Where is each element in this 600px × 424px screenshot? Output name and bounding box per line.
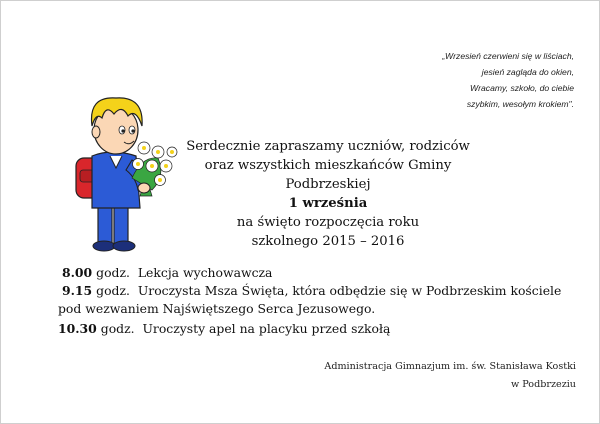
- invitation-line: oraz wszystkich mieszkańców Gminy Podbrzeskiej: [204, 158, 452, 192]
- schoolboy-illustration: [62, 86, 182, 256]
- schedule-time: 10.30: [58, 321, 97, 336]
- signature-line: Administracja Gimnazjum im. św. Stanisława Kostki: [324, 361, 576, 372]
- schedule-text: Uroczysty apel na placyku przed szkołą: [142, 321, 391, 336]
- poem-line: jesień zagląda do okien,: [481, 67, 574, 77]
- schedule-text: Uroczysta Msza Święta, która odbędzie się w Podbrzeskim kościele: [137, 283, 562, 298]
- poem-line: Wracamy, szkoło, do ciebie: [470, 83, 574, 93]
- schedule-continuation: pod wezwaniem Najświętszego Serca Jezusowego.: [58, 301, 376, 316]
- invitation-line: na święto rozpoczęcia roku: [236, 215, 420, 230]
- schedule-text: Lekcja wychowawcza: [137, 265, 273, 280]
- schedule-unit: godz.: [96, 265, 130, 280]
- invitation-line: szkolnego 2015 – 2016: [251, 234, 405, 249]
- schedule-item: [58, 282, 562, 300]
- schedule-unit: godz.: [100, 321, 135, 336]
- poem: [314, 48, 574, 112]
- schedule-item: [58, 264, 538, 282]
- schedule-item: [58, 320, 538, 338]
- signature: [276, 358, 576, 394]
- event-schedule: [58, 264, 562, 338]
- poem-line: „Wrzesień czerwieni się w liściach,: [442, 51, 574, 61]
- poem-line: szybkim, wesołym krokiem".: [466, 99, 574, 109]
- schedule-time: 9.15: [62, 283, 93, 298]
- schedule-time: 8.00: [62, 265, 93, 280]
- invitation-line: Serdecznie zapraszamy uczniów, rodziców: [186, 139, 470, 154]
- signature-line: w Podbrzeziu: [510, 379, 576, 390]
- schedule-unit: godz.: [96, 283, 130, 298]
- invitation-text: [178, 137, 478, 251]
- invitation-date: 1 września: [288, 196, 368, 211]
